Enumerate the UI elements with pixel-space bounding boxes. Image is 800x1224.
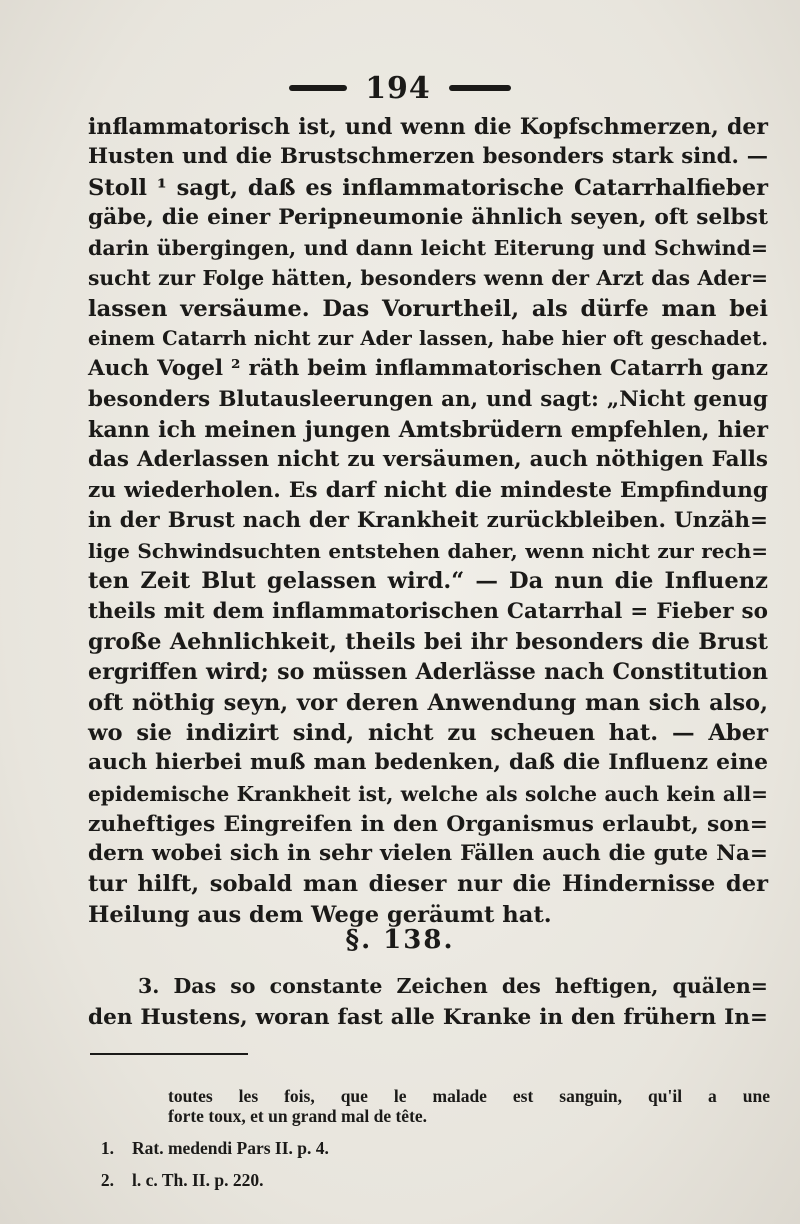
section-text [88,970,768,1034]
page-number: 194 [365,70,431,106]
text-line: ten Zeit Blut gelassen wird.“ — Da nun die Influenz [88,568,768,595]
text-line: Auch Vogel ² räth beim inflammatorischen Catarrh ganz [88,356,768,382]
main-text [88,112,768,930]
footnote-text: l. c. Th. II. p. 220. [132,1170,264,1190]
footnote-number: 2. [100,1170,114,1190]
text-line: den Hustens, woran fast alle Kranke in den frühern In= [88,1005,768,1030]
footnotes [100,1086,770,1190]
text-line: lige Schwindsuchten entstehen daher, wenn nicht zur rech= [88,539,768,564]
text-line: auch hierbei muß man bedenken, daß die Influenz eine [88,750,768,776]
text-line: sucht zur Folge hätten, besonders wenn der Arzt das Ader= [88,266,768,291]
text-line: zu wiederholen. Es darf nicht die mindeste Empfindung [88,477,768,503]
text-line: oft nöthig seyn, vor deren Anwendung man sich also, [88,689,768,716]
text-line: Husten und die Brustschmerzen besonders stark sind. — [88,144,768,170]
text-line: in der Brust nach der Krankheit zurückbleiben. Unzäh= [88,507,768,533]
header-rule-right [449,85,511,91]
text-line: darin übergingen, und dann leicht Eiterung und Schwind= [88,236,768,261]
text-line: tur hilft, sobald man dieser nur die Hindernisse der [88,871,768,898]
footnote-line: forte toux, et un grand mal de tête. [168,1106,428,1126]
footnote-continuation [100,1086,770,1126]
text-line: Heilung aus dem Wege geräumt hat. [88,901,552,928]
footnote-divider [90,1053,248,1055]
text-line: theils mit dem inflammatorischen Catarrhal = Fieber so [88,598,768,624]
footnote-number: 1. [100,1138,114,1158]
footnote-2 [100,1170,770,1190]
text-line: lassen versäume. Das Vorurtheil, als dürfe man bei [88,295,768,322]
text-line: kann ich meinen jungen Amtsbrüdern empfehlen, hier [88,416,768,443]
text-line: 3. Das so constante Zeichen des heftigen, quälen= [138,974,768,998]
footnote-text: Rat. medendi Pars II. p. 4. [132,1138,329,1158]
text-line: dern wobei sich in sehr vielen Fällen auch die gute Na= [88,841,768,867]
text-line: epidemische Krankheit ist, welche als solche auch kein all= [88,781,768,806]
text-line: große Aehnlichkeit, theils bei ihr besonders die Brust [88,629,768,656]
footnote-line: toutes les fois, que le malade est sanguin, qu'il a une [168,1086,770,1106]
page-header [0,68,800,108]
header-rule-left [289,85,347,91]
text-line: inflammatorisch ist, und wenn die Kopfschmerzen, der [88,114,768,140]
text-line: Stoll ¹ sagt, daß es inflammatorische Catarrhalfieber [88,174,768,201]
text-line: zuheftiges Eingreifen in den Organismus erlaubt, son= [88,810,768,837]
text-line: gäbe, die einer Peripneumonie ähnlich seyen, oft selbst [88,204,768,230]
text-line: wo sie indizirt sind, nicht zu scheuen hat. — Aber [88,719,768,746]
section-heading: §. 138. [345,925,455,955]
text-line: einem Catarrh nicht zur Ader lassen, habe hier oft geschadet. [88,327,768,351]
footnote-1 [100,1138,770,1158]
text-line: das Aderlassen nicht zu versäumen, auch nöthigen Falls [88,447,768,473]
text-line: besonders Blutausleerungen an, und sagt: „Nicht genug [88,386,768,412]
text-line: ergriffen wird; so müssen Aderlässe nach Constitution [88,659,768,686]
